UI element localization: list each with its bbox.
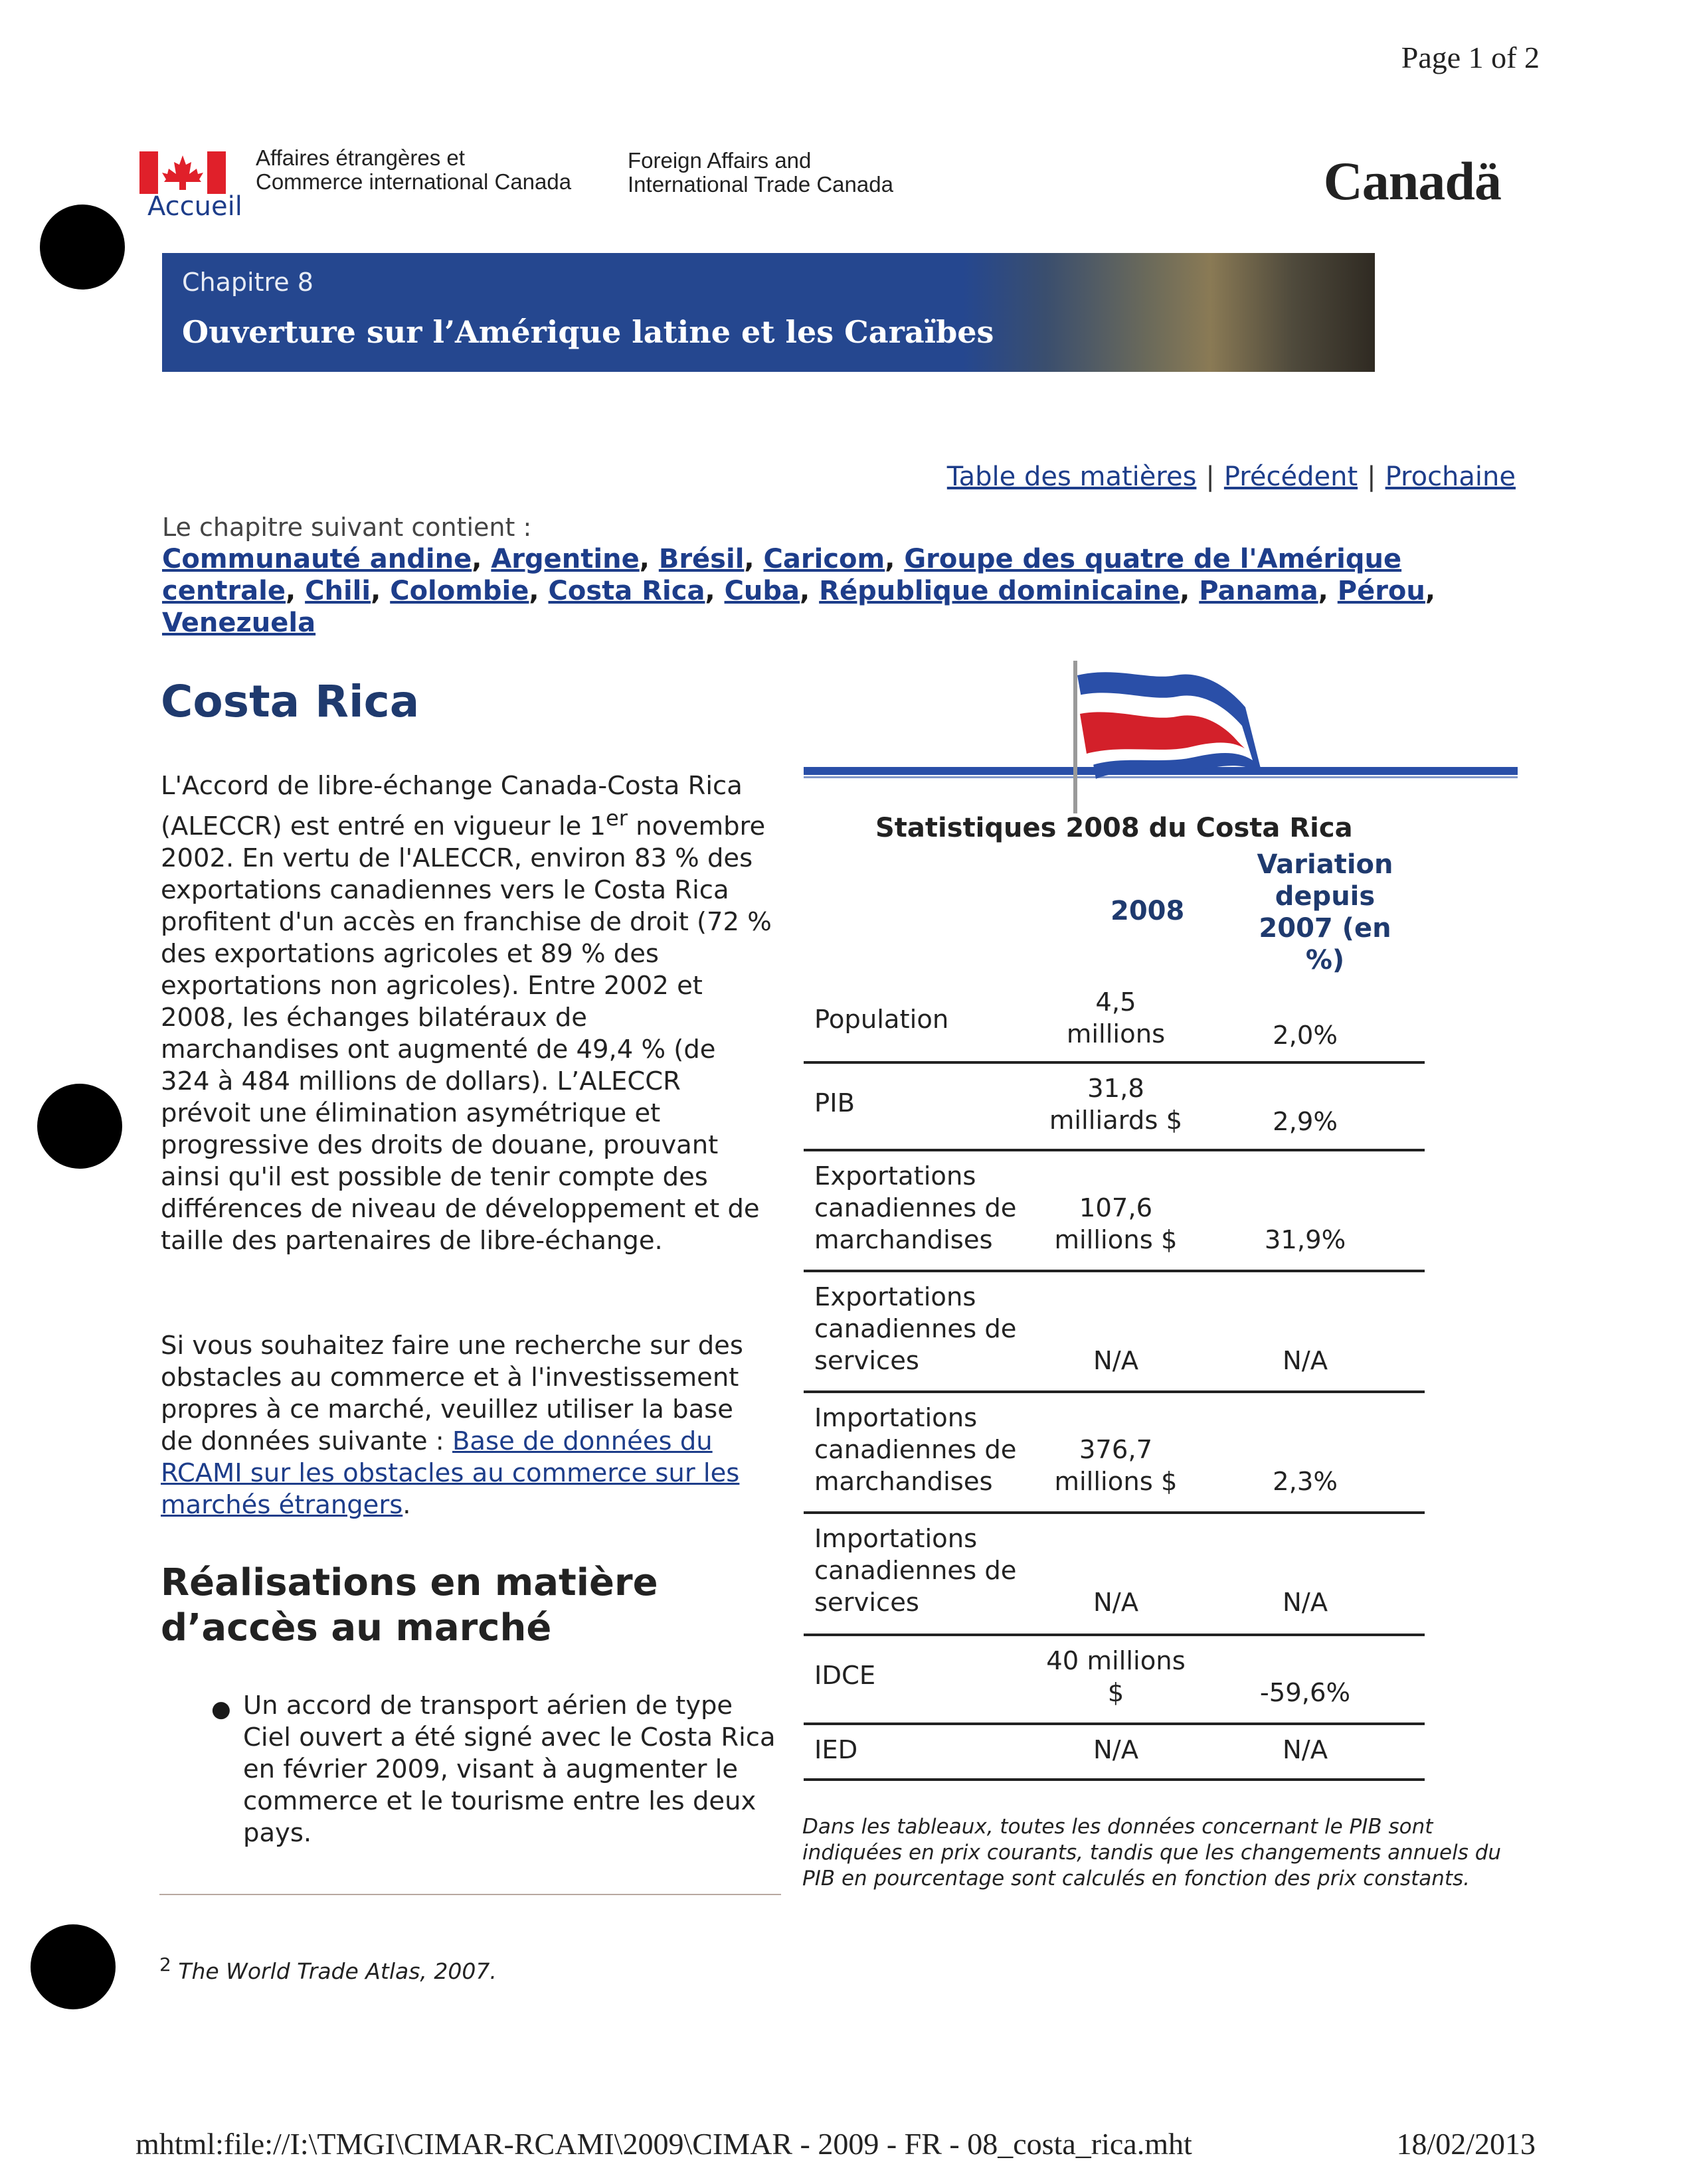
department-name-fr — [256, 146, 571, 194]
home-link[interactable]: Accueil — [147, 191, 242, 222]
previous-link[interactable]: Précédent — [1223, 462, 1358, 492]
dept-fr-line2: Commerce international Canada — [256, 169, 572, 194]
country-link[interactable]: Groupe des quatre de l'Amérique centrale — [162, 544, 1402, 606]
country-link[interactable]: Panama — [1199, 576, 1318, 606]
country-link[interactable]: Cuba — [724, 576, 800, 606]
row-label: Importations canadiennes de services — [814, 1524, 1017, 1618]
footnote — [159, 1954, 497, 1984]
country-link[interactable]: Pérou — [1337, 576, 1425, 606]
table-row — [804, 1636, 1425, 1725]
footnote-divider — [159, 1894, 781, 1895]
database-paragraph — [161, 1330, 772, 1521]
row-change: N/A — [1282, 1346, 1328, 1376]
table-row — [804, 1725, 1425, 1781]
banner-title: Ouverture sur l’Amérique latine et les Caraïbes — [182, 314, 994, 350]
row-label: Importations canadiennes de marchandises — [814, 1403, 1017, 1497]
costa-rica-flag-icon — [804, 661, 1518, 813]
canada-wordmark: Canadä — [1323, 151, 1501, 211]
table-row — [804, 977, 1425, 1064]
country-link[interactable]: Venezuela — [162, 608, 316, 638]
footnote-text: The World Trade Atlas, 2007. — [171, 1958, 497, 1984]
nav-separator: | — [1367, 462, 1376, 492]
country-link[interactable]: République dominicaine — [819, 576, 1180, 606]
row-change: N/A — [1282, 1588, 1328, 1618]
dept-en-line1: Foreign Affairs and — [628, 148, 812, 173]
punch-hole-bottom — [31, 1924, 116, 2009]
database-text-end: . — [402, 1490, 411, 1520]
country-link[interactable]: Brésil — [658, 544, 745, 574]
intro-text-a: L'Accord de libre-échange Canada-Costa Rica (ALECCR) est entré en vigueur le 1 — [161, 771, 743, 841]
row-label: Exportations canadiennes de services — [814, 1282, 1017, 1376]
row-change: N/A — [1282, 1735, 1328, 1765]
row-change: 2,3% — [1273, 1467, 1338, 1497]
rcami-database-link[interactable]: Base de données du RCAMI sur les obstacles au commerce sur les marchés étrangers — [161, 1426, 740, 1520]
government-header — [139, 146, 1501, 226]
stats-note: Dans les tableaux, toutes les données concernant le PIB sont indiquées en prix courants, tandis que les changements annuels du PIB en pourcentage sont calculés en fonction des prix constants. — [802, 1815, 1502, 1890]
row-value: 40 millions $ — [1046, 1646, 1186, 1708]
row-label: Population — [814, 1005, 949, 1035]
country-link[interactable]: Caricom — [763, 544, 885, 574]
canada-flag-icon — [139, 151, 226, 194]
footer-date: 18/02/2013 — [1396, 2127, 1536, 2161]
intro-text-b: novembre 2002. En vertu de l'ALECCR, environ 83 % des exportations canadiennes vers le Costa Rica profitent d'un accès en franchise de droit (72 % des exportations agricoles et 89 % des exportations non agricoles). Entre 2002 et 2008, les échanges bilatéraux de marchandises ont augmenté de 49,4 % (de 324 à 484 millions de dollars). L’ALECCR prévoit une élimination asymétrique et progressive des droits de douane, prouvant ainsi qu'il est possible de tenir compte des différences de niveau de développement et de taille des partenaires de libre-échange. — [161, 811, 772, 1256]
banner-truck-image — [963, 253, 1375, 372]
row-value: N/A — [1093, 1588, 1139, 1618]
row-value: 31,8 milliards $ — [1049, 1074, 1183, 1135]
row-value: 376,7 millions $ — [1054, 1435, 1178, 1497]
punch-hole-top — [40, 205, 125, 290]
page-number: Page 1 of 2 — [1401, 41, 1540, 74]
superscript-er: er — [606, 805, 628, 831]
table-row — [804, 1151, 1425, 1272]
country-link[interactable]: Chili — [305, 576, 371, 606]
footnote-number: 2 — [159, 1954, 171, 1975]
row-label: IED — [814, 1735, 858, 1765]
row-value: 107,6 millions $ — [1054, 1193, 1178, 1255]
country-link[interactable]: Communauté andine — [162, 544, 472, 574]
row-value: 4,5 millions — [1066, 987, 1166, 1049]
department-name-en — [628, 149, 893, 197]
bullet-item: Un accord de transport aérien de type Ciel ouvert a été signé avec le Costa Rica en février 2009, visant à augmenter le commerce et le tourisme entre les deux pays. — [243, 1691, 776, 1848]
country-link[interactable]: Costa Rica — [548, 576, 705, 606]
column-header-variation: Variation depuis 2007 (en %) — [1257, 849, 1393, 975]
bullet-icon: ● — [211, 1696, 231, 1722]
table-row — [804, 1064, 1425, 1151]
punch-hole-middle — [37, 1084, 122, 1169]
country-link[interactable]: Argentine — [491, 544, 640, 574]
nav-separator: | — [1205, 462, 1215, 492]
page-title: Costa Rica — [161, 676, 420, 727]
row-change: 2,0% — [1273, 1021, 1338, 1050]
dept-fr-line1: Affaires étrangères et — [256, 145, 465, 170]
country-link-list: Communauté andine, Argentine, Brésil, Caricom, Groupe des quatre de l'Amérique centrale, Chili, Colombie, Costa Rica, Cuba, République dominicaine, Panama, Pérou, Venezuela — [162, 544, 1436, 638]
stats-title: Statistiques 2008 du Costa Rica — [875, 813, 1353, 843]
chapter-banner — [162, 253, 1375, 372]
dept-en-line2: International Trade Canada — [628, 172, 893, 197]
row-change: 2,9% — [1273, 1107, 1338, 1137]
row-label: PIB — [814, 1088, 855, 1118]
intro-paragraph — [161, 770, 772, 1257]
table-row — [804, 1272, 1425, 1393]
row-value: N/A — [1093, 1735, 1139, 1765]
stats-table — [804, 977, 1425, 1781]
row-label: Exportations canadiennes de marchandises — [814, 1161, 1017, 1255]
row-change: 31,9% — [1264, 1225, 1346, 1255]
chapter-contents-intro: Le chapitre suivant contient : — [162, 513, 532, 542]
database-text: Si vous souhaitez faire une recherche sur des obstacles au commerce et à l'investissement propres à ce marché, veuillez utiliser la base de données suivante : — [161, 1331, 743, 1456]
toc-link[interactable]: Table des matières — [946, 462, 1197, 492]
chapter-navigation — [947, 462, 1516, 492]
table-row — [804, 1514, 1425, 1636]
column-header-2008: 2008 — [1111, 896, 1185, 926]
section-heading: Réalisations en matière d’accès au marché — [161, 1561, 658, 1649]
row-value: N/A — [1093, 1346, 1139, 1376]
table-row — [804, 1393, 1425, 1514]
banner-chapter-label: Chapitre 8 — [182, 268, 313, 297]
row-change: -59,6% — [1259, 1678, 1351, 1708]
footer-file-path: mhtml:file://I:\TMGI\CIMAR-RCAMI\2009\CIMAR - 2009 - FR - 08_costa_rica.mht — [135, 2127, 1192, 2161]
row-label: IDCE — [814, 1661, 876, 1691]
next-link[interactable]: Prochaine — [1385, 462, 1516, 492]
country-link[interactable]: Colombie — [390, 576, 529, 606]
